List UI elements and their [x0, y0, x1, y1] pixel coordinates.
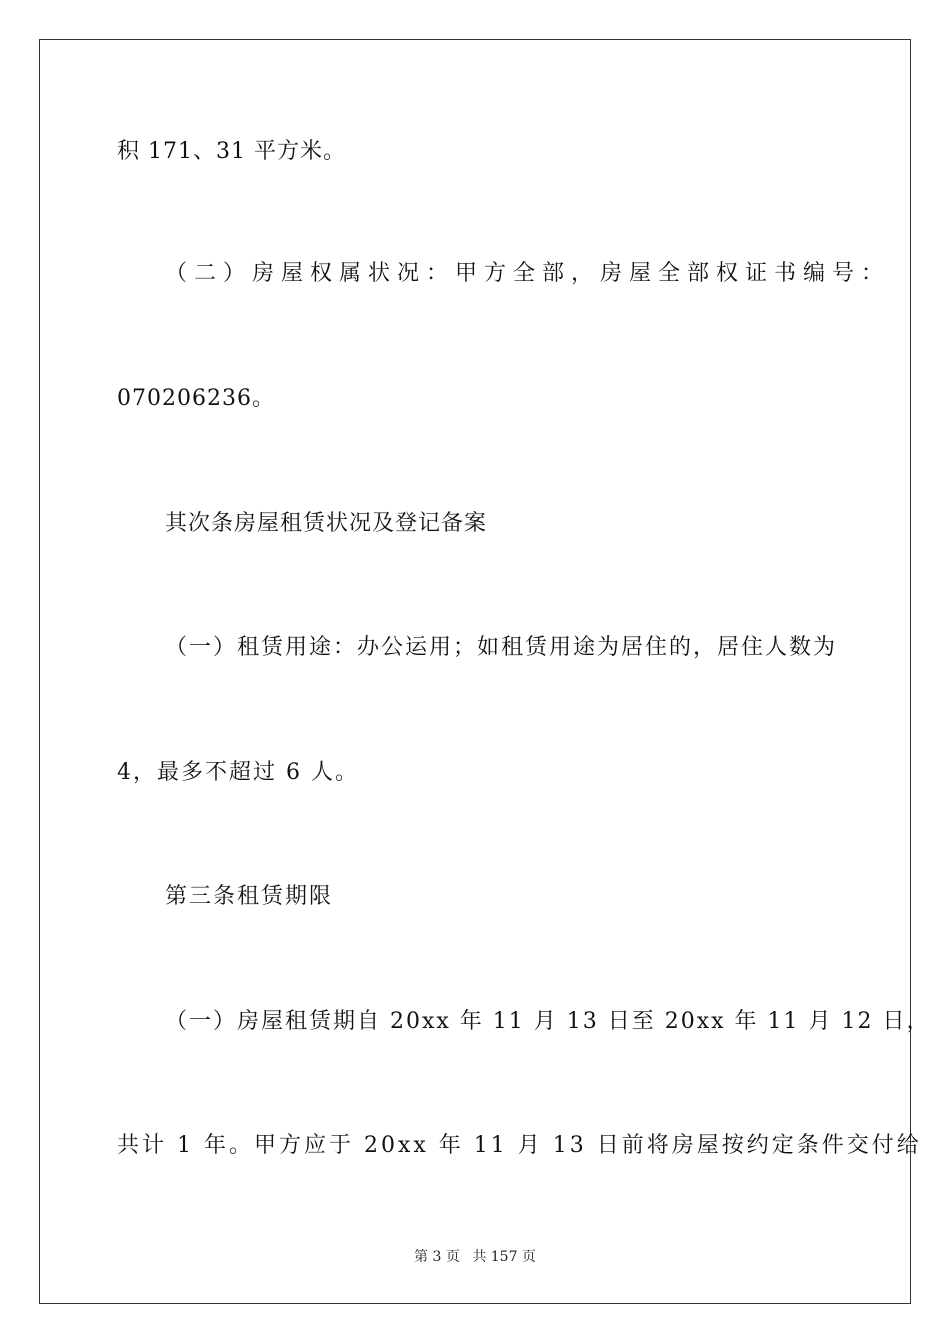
body-line-delivery: 共计 1 年。甲方应于 20xx 年 11 月 13 日前将房屋按约定条件交付给 — [117, 1133, 922, 1158]
page-number-total: 共 157 页 — [472, 1249, 536, 1265]
body-line-lease-period: （一）房屋租赁期自 20xx 年 11 月 13 日至 20xx 年 11 月 12 日， — [165, 1009, 931, 1034]
section-heading-lease-status: 其次条房屋租赁状况及登记备案 — [165, 511, 488, 536]
section-heading-lease-term: 第三条租赁期限 — [165, 884, 334, 909]
body-line-occupants: 4，最多不超过 6 人。 — [117, 760, 359, 785]
body-line-area: 积 171、31 平方米。 — [117, 139, 346, 164]
body-line-lease-purpose: （一）租赁用途：办公运用；如租赁用途为居住的，居住人数为 — [165, 635, 838, 660]
body-line-certificate-number: 070206236。 — [117, 386, 275, 411]
page-number-current: 第 3 页 — [414, 1249, 460, 1265]
body-line-ownership: （二）房屋权属状况：甲方全部，房屋全部权证书编号： — [165, 261, 891, 286]
page-frame — [39, 39, 911, 1304]
page-footer — [0, 1248, 950, 1266]
